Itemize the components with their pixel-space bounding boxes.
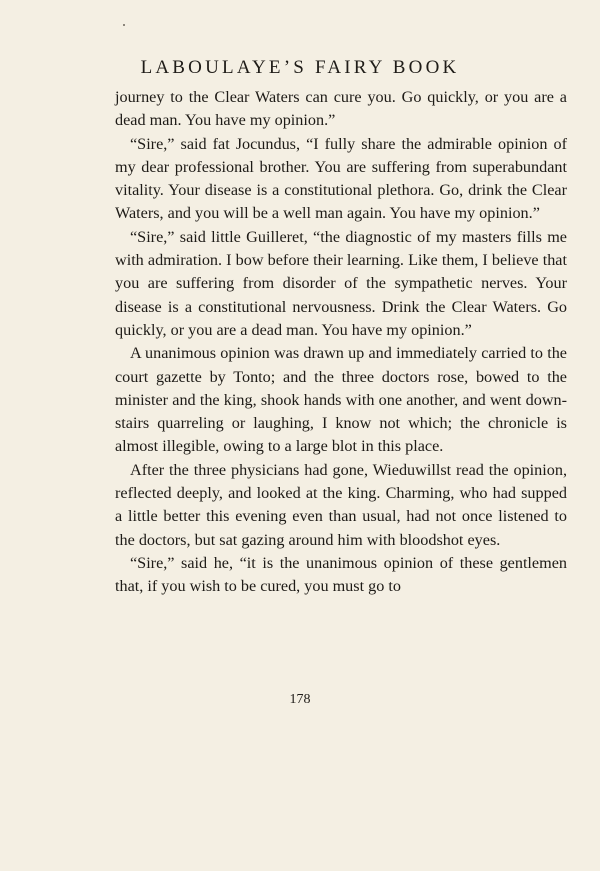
paragraph: After the three physicians had gone, Wieduwillst read the opinion, reflected deeply, and looked at the king. Charming, who had supped a little better this evening even than usual, had not once listened to the doctors, but sat gazing around him with bloodshot eyes.	[115, 460, 567, 549]
page-number: 178	[289, 692, 311, 707]
paragraph: “Sire,” said fat Jocundus, “I fully share the admirable opinion of my dear professional brother. You are suffering from superabundant vitality. Your disease is a constitutional plethora. Go, drink the Clear Waters, and you will be a well man again. You have my opinion.”	[115, 134, 567, 223]
paragraph: “Sire,” said little Guilleret, “the diagnostic of my masters fills me with admiration. I bow before their learning. Like them, I believe that you are suffering from disorder of the sympathetic nerves. Your disease is a constitutional nervousness. Drink the Clear Waters. Go quickly, or you are a dead man. You have my opinion.”	[115, 227, 567, 339]
paragraph-continued: journey to the Clear Waters can cure you. Go quickly, or you are a dead man. You have my opinion.”	[115, 88, 567, 130]
paragraph: “Sire,” said he, “it is the unanimous opinion of these gentlemen that, if you wish to be cured, you must go to	[115, 553, 567, 596]
running-header: LABOULAYE’S FAIRY BOOK	[140, 57, 460, 78]
body-text	[115, 86, 567, 599]
paper-speck	[123, 24, 125, 26]
paragraph: A unanimous opinion was drawn up and immediately carried to the court gazette by Tonto; and the three doctors rose, bowed to the minister and the king, shook hands with one another, and went down-stairs quarreling or laughing, I know not which; the chronicle is almost illegible, owing to a large blot in this place.	[115, 344, 567, 456]
